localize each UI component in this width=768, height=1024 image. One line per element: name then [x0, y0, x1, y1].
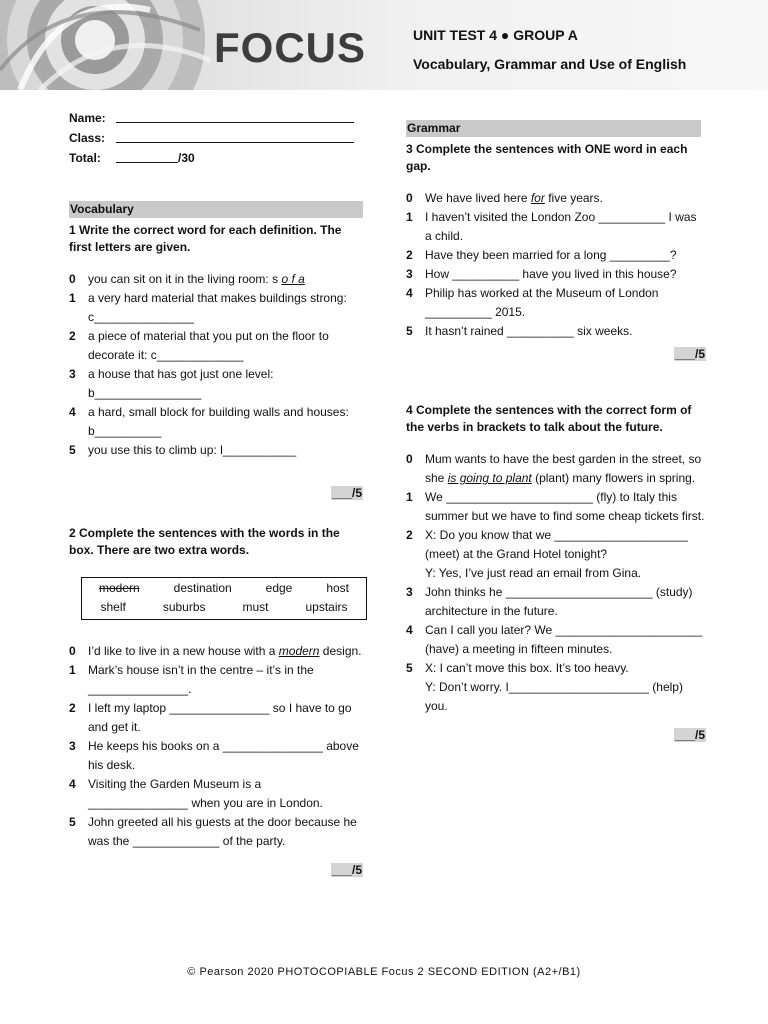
item-text: X: Do you know that we ____________________ (meet) at the Grand Hotel tonight? — [425, 528, 688, 561]
class-label: Class: — [69, 131, 106, 145]
class-row — [69, 129, 363, 149]
example-answer: o f a — [281, 272, 305, 286]
vocabulary-section-bar: Vocabulary — [69, 201, 363, 218]
task1-item-5[interactable] — [69, 441, 363, 460]
name-label: Name: — [69, 111, 106, 125]
total-max: /30 — [178, 151, 195, 165]
example-answer: is going to plant — [447, 471, 532, 485]
item-number: 3 — [69, 367, 76, 381]
item-number: 5 — [69, 443, 76, 457]
item-number: 0 — [406, 191, 413, 205]
task2-item-2[interactable] — [69, 699, 363, 737]
item-text: I haven’t visited the London Zoo __________ I was a child. — [425, 210, 697, 243]
word-box-word: suburbs — [162, 600, 206, 614]
task2-score: ___/5 — [331, 863, 362, 877]
item-text: John thinks he ______________________ (study) architecture in the future. — [425, 585, 693, 618]
item-text: X: I can’t move this box. It’s too heavy. — [425, 661, 629, 675]
word-box-word: destination — [173, 581, 232, 595]
task1-items — [69, 270, 363, 460]
item-number: 5 — [69, 815, 76, 829]
task2-item-4[interactable] — [69, 775, 363, 813]
item-text: I left my laptop _______________ so I have to go and get it. — [88, 701, 352, 734]
task1-item-3[interactable] — [69, 365, 363, 403]
task1-item-0 — [69, 270, 363, 289]
item-number: 2 — [406, 248, 413, 262]
item-text: It hasn’t rained __________ six weeks. — [425, 324, 633, 338]
task3-item-1[interactable] — [406, 208, 706, 246]
item-number: 2 — [406, 528, 413, 542]
item-text: John greeted all his guests at the door because he was the _____________ of the party. — [88, 815, 357, 848]
item-text: you use this to climb up: l___________ — [88, 443, 297, 457]
item-text-reply: Y: Yes, I’ve just read an email from Gina. — [425, 566, 642, 580]
task2-instruction: 2 Complete the sentences with the words in the box. There are two extra words. — [69, 526, 340, 557]
test-title: UNIT TEST 4 ● GROUP A — [413, 27, 578, 43]
item-number: 0 — [69, 644, 76, 658]
task2-item-5[interactable] — [69, 813, 363, 851]
task1-instruction: 1 Write the correct word for each definition. The first letters are given. — [69, 223, 342, 254]
task1-item-1[interactable] — [69, 289, 363, 327]
word-box-word: host — [326, 581, 350, 595]
task3-items — [406, 189, 706, 341]
task1-score: ___/5 — [331, 486, 362, 500]
page-header — [0, 0, 768, 90]
task1-item-4[interactable] — [69, 403, 363, 441]
example-answer: for — [530, 191, 545, 205]
item-number: 5 — [406, 324, 413, 338]
item-number: 1 — [69, 663, 76, 677]
item-number: 4 — [406, 286, 413, 300]
task3-item-5[interactable] — [406, 322, 706, 341]
item-number: 3 — [406, 267, 413, 281]
item-text: Philip has worked at the Museum of London __________ 2015. — [425, 286, 659, 319]
item-text: a house that has got just one level: b________________ — [88, 367, 274, 400]
task2-item-0: 0 I’d like to live in a new house with a modern design. — [69, 642, 363, 661]
test-subtitle: Vocabulary, Grammar and Use of English — [413, 56, 687, 72]
word-box-row-2 — [82, 598, 366, 617]
item-text: Mark’s house isn’t in the centre – it’s in the _______________. — [88, 663, 314, 696]
item-text: He keeps his books on a _______________ above his desk. — [88, 739, 359, 772]
task4-items — [406, 450, 706, 716]
name-row — [69, 109, 363, 129]
total-label: Total: — [69, 151, 101, 165]
task4-score: ___/5 — [674, 728, 705, 742]
right-column — [406, 120, 706, 745]
example-answer: modern — [278, 644, 320, 658]
task3-item-4[interactable] — [406, 284, 706, 322]
item-text: Have they been married for a long _________? — [425, 248, 677, 262]
word-box-word: must — [242, 600, 269, 614]
item-number: 3 — [69, 739, 76, 753]
item-text: How __________ have you lived in this house? — [425, 267, 677, 281]
item-number: 4 — [69, 405, 76, 419]
total-field[interactable] — [116, 149, 178, 163]
task4-instruction: 4 Complete the sentences with the correct form of the verbs in brackets to talk about the future. — [406, 403, 692, 434]
focus-swirl-logo — [0, 0, 210, 90]
item-number: 5 — [406, 661, 413, 675]
item-text: Visiting the Garden Museum is a _______________ when you are in London. — [88, 777, 323, 810]
name-field[interactable] — [116, 109, 354, 123]
word-box-row-1 — [82, 579, 366, 598]
item-text: you can sit on it in the living room: s — [88, 272, 282, 286]
task3-item-2[interactable] — [406, 246, 706, 265]
left-column — [69, 109, 363, 880]
class-field[interactable] — [116, 129, 354, 143]
task2-item-3[interactable] — [69, 737, 363, 775]
word-box-word: upstairs — [305, 600, 348, 614]
word-box-word: edge — [265, 581, 293, 595]
task3-score: ___/5 — [674, 347, 705, 361]
task4-item-4[interactable] — [406, 621, 706, 659]
task2-items — [69, 642, 363, 851]
item-number: 0 — [406, 452, 413, 466]
item-text: a piece of material that you put on the floor to decorate it: c_____________ — [88, 329, 329, 362]
task4-item-0: 0 Mum wants to have the best garden in the street, so she is going to plant (plant) many flowers in spring. — [406, 450, 706, 488]
item-number: 1 — [69, 291, 76, 305]
item-number: 3 — [406, 585, 413, 599]
task3-instruction: 3 Complete the sentences with ONE word in each gap. — [406, 142, 688, 173]
item-text: We ______________________ (fly) to Italy this summer but we have to find some cheap tickets first. — [425, 490, 705, 523]
grammar-section-bar: Grammar — [406, 120, 701, 137]
item-number: 1 — [406, 210, 413, 224]
task3-item-0: 0 We have lived here for five years. — [406, 189, 706, 208]
item-text: Can I call you later? We ______________________ (have) a meeting in fifteen minutes. — [425, 623, 703, 656]
task3-item-3[interactable] — [406, 265, 706, 284]
item-text: a hard, small block for building walls and houses: b__________ — [88, 405, 349, 438]
item-number: 1 — [406, 490, 413, 504]
item-number: 2 — [69, 329, 76, 343]
word-box — [81, 577, 367, 620]
item-number: 0 — [69, 272, 76, 286]
task1-item-2[interactable] — [69, 327, 363, 365]
item-number: 2 — [69, 701, 76, 715]
item-number: 4 — [69, 777, 76, 791]
task4-item-2[interactable] — [406, 526, 706, 583]
word-box-word-struck: modern — [98, 581, 140, 595]
word-box-word: shelf — [100, 600, 126, 614]
item-number: 4 — [406, 623, 413, 637]
task4-item-5[interactable] — [406, 659, 706, 716]
item-text-reply: Y: Don’t worry. I_____________________ (help) you. — [425, 680, 683, 713]
task4-item-3[interactable] — [406, 583, 706, 621]
total-row — [69, 149, 363, 169]
page-footer: © Pearson 2020 PHOTOCOPIABLE Focus 2 SECOND EDITION (A2+/B1) — [187, 966, 581, 978]
task2-item-1[interactable] — [69, 661, 363, 699]
item-text: a very hard material that makes buildings strong: c_______________ — [88, 291, 347, 324]
task4-item-1[interactable] — [406, 488, 706, 526]
brand-logo-text: FOCUS — [214, 24, 366, 71]
